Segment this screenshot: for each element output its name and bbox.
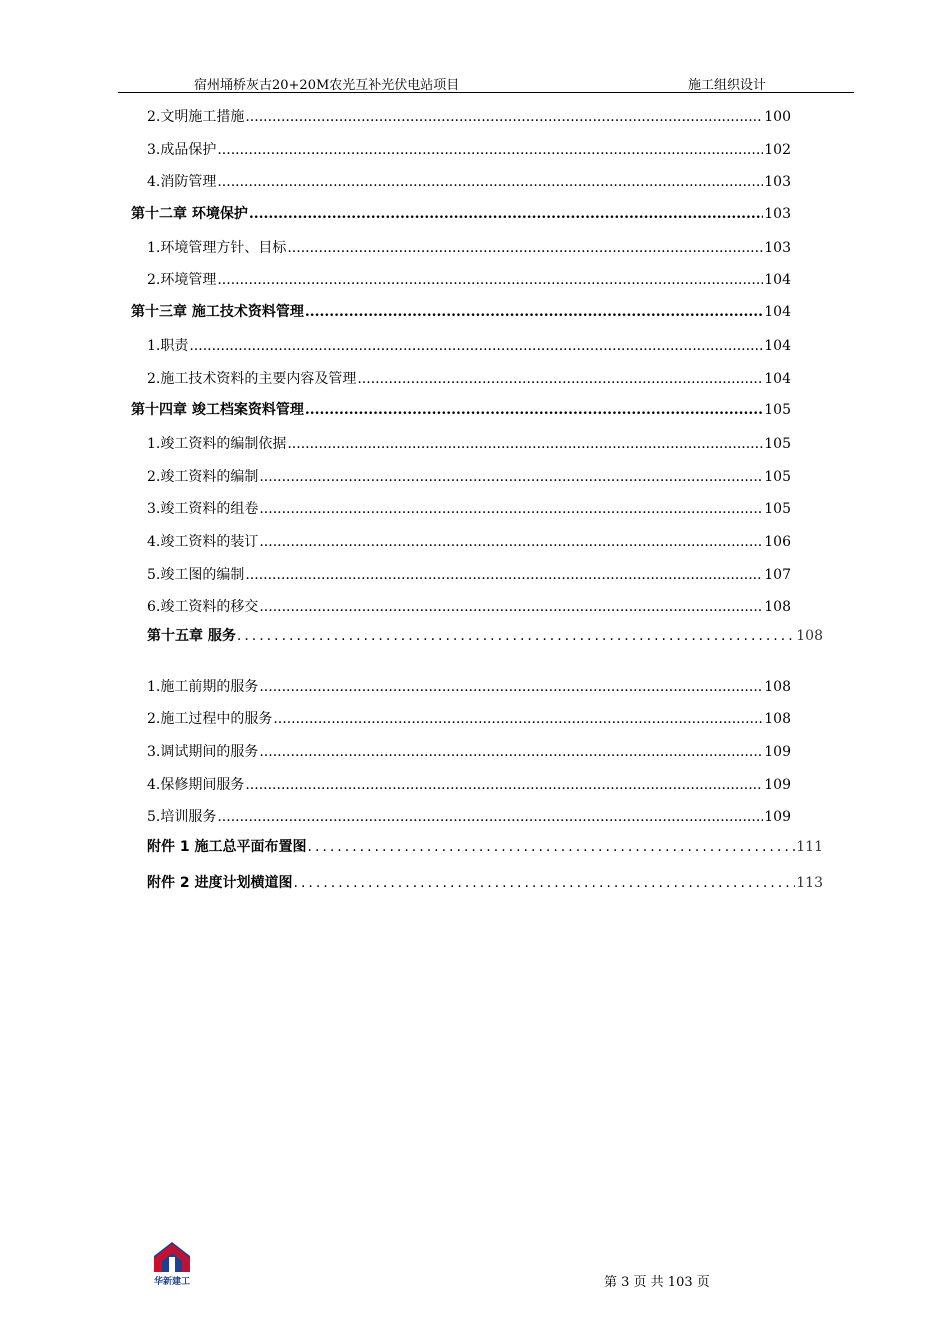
- dot-leader: [273, 710, 763, 728]
- logo-text: 华新建工: [153, 1277, 191, 1286]
- dot-leader: [245, 108, 763, 126]
- dot-leader: [305, 401, 763, 419]
- toc-entry-label: 4.竣工资料的装订: [147, 534, 259, 550]
- toc-entry-label: 2.环境管理: [147, 272, 217, 288]
- toc-entry[interactable]: [147, 108, 791, 126]
- toc-chapter-label: 第十五章 服务: [147, 628, 236, 644]
- toc-entry-label: 5.竣工图的编制: [147, 567, 245, 583]
- toc-entry[interactable]: [147, 566, 791, 584]
- toc-entry[interactable]: [147, 808, 791, 826]
- toc-entry[interactable]: [147, 468, 791, 486]
- dot-leader: [217, 271, 763, 289]
- toc-entry-label: 2.施工技术资料的主要内容及管理: [147, 371, 357, 387]
- toc-entry-label: 1.竣工资料的编制依据: [147, 436, 287, 452]
- toc-chapter-label: 第十四章 竣工档案资料管理: [131, 402, 304, 418]
- toc-entry-label: 1.施工前期的服务: [147, 679, 259, 695]
- toc-entry[interactable]: [147, 239, 791, 257]
- dot-leader: [308, 838, 796, 856]
- dot-leader: [259, 678, 763, 696]
- dot-leader: [249, 205, 763, 223]
- dot-leader: [189, 337, 763, 355]
- dot-leader: [237, 627, 795, 645]
- toc-entry-label: 4.保修期间服务: [147, 777, 245, 793]
- toc-entry-page: 100: [764, 109, 791, 125]
- toc-entry-page: 106: [764, 534, 791, 550]
- toc-entry-label: 1.职责: [147, 338, 189, 354]
- toc-appendix[interactable]: [147, 838, 823, 856]
- toc-entry-page: 104: [764, 371, 791, 387]
- toc-entry[interactable]: [147, 500, 791, 518]
- toc-entry-label: 3.调试期间的服务: [147, 744, 259, 760]
- toc-entry-label: 6.竣工资料的移交: [147, 599, 259, 615]
- dot-leader: [287, 435, 763, 453]
- dot-leader: [294, 874, 796, 892]
- dot-leader: [259, 598, 763, 616]
- toc-entry-page: 104: [764, 272, 791, 288]
- toc-entry[interactable]: [147, 271, 791, 289]
- toc-chapter-label: 第十三章 施工技术资料管理: [131, 304, 304, 320]
- company-logo: [150, 1240, 194, 1286]
- toc-entry[interactable]: [147, 141, 791, 159]
- toc-entry-page: 108: [764, 679, 791, 695]
- dot-leader: [259, 533, 763, 551]
- header-doc-type: 施工组织设计: [688, 78, 767, 93]
- dot-leader: [259, 743, 763, 761]
- toc-entry[interactable]: [147, 533, 791, 551]
- toc-chapter[interactable]: [131, 401, 791, 419]
- toc-appendix-label: 附件 1 施工总平面布置图: [147, 839, 307, 855]
- toc-chapter-page: 108: [796, 628, 823, 644]
- toc-entry-page: 102: [764, 142, 791, 158]
- toc-entry-page: 109: [764, 777, 791, 793]
- toc-chapter[interactable]: [131, 205, 791, 223]
- dot-leader: [217, 173, 763, 191]
- toc-entry-page: 109: [764, 809, 791, 825]
- toc-entry-page: 108: [764, 599, 791, 615]
- toc-entry-page: 103: [764, 240, 791, 256]
- dot-leader: [305, 303, 763, 321]
- toc-entry-label: 3.竣工资料的组卷: [147, 501, 259, 517]
- toc-appendix-label: 附件 2 进度计划横道图: [147, 875, 293, 891]
- dot-leader: [357, 370, 763, 388]
- toc-entry-page: 105: [764, 469, 791, 485]
- logo-mark-icon: [150, 1240, 194, 1286]
- toc-entry-page: 105: [764, 436, 791, 452]
- dot-leader: [217, 141, 763, 159]
- dot-leader: [259, 468, 763, 486]
- toc-entry[interactable]: [147, 743, 791, 761]
- toc-entry[interactable]: [147, 370, 791, 388]
- toc-entry-page: 105: [764, 501, 791, 517]
- toc-entry-label: 3.成品保护: [147, 142, 217, 158]
- toc-entry-label: 2.施工过程中的服务: [147, 711, 273, 727]
- header-project-title: 宿州埇桥灰古20+20M农光互补光伏电站项目: [194, 78, 460, 93]
- toc-entry-label: 4.消防管理: [147, 174, 217, 190]
- toc-chapter-label: 第十二章 环境保护: [131, 206, 248, 222]
- toc-entry-label: 2.文明施工措施: [147, 109, 245, 125]
- toc-entry[interactable]: [147, 598, 791, 616]
- toc-chapter-page: 103: [764, 206, 791, 222]
- toc-entry[interactable]: [147, 678, 791, 696]
- page-number: 第 3 页 共 103 页: [604, 1275, 710, 1290]
- toc-entry-page: 109: [764, 744, 791, 760]
- toc-entry-label: 2.竣工资料的编制: [147, 469, 259, 485]
- dot-leader: [259, 500, 763, 518]
- toc-entry-page: 108: [764, 711, 791, 727]
- toc-entry[interactable]: [147, 435, 791, 453]
- toc-chapter-page: 104: [764, 304, 791, 320]
- toc-appendix-page: 113: [796, 875, 823, 891]
- page-header: [118, 74, 854, 93]
- toc-chapter-page: 105: [764, 402, 791, 418]
- dot-leader: [245, 566, 763, 584]
- toc-chapter[interactable]: [147, 627, 823, 645]
- toc-entry[interactable]: [147, 337, 791, 355]
- toc-entry[interactable]: [147, 173, 791, 191]
- toc-entry[interactable]: [147, 776, 791, 794]
- toc-entry-page: 107: [764, 567, 791, 583]
- toc-appendix-page: 111: [796, 839, 823, 855]
- toc-chapter[interactable]: [131, 303, 791, 321]
- dot-leader: [287, 239, 763, 257]
- toc-entry-page: 104: [764, 338, 791, 354]
- toc-entry-page: 103: [764, 174, 791, 190]
- toc-entry-label: 1.环境管理方针、目标: [147, 240, 287, 256]
- dot-leader: [217, 808, 763, 826]
- toc-entry[interactable]: [147, 710, 791, 728]
- dot-leader: [245, 776, 763, 794]
- toc-appendix[interactable]: [147, 874, 823, 892]
- toc-entry-label: 5.培训服务: [147, 809, 217, 825]
